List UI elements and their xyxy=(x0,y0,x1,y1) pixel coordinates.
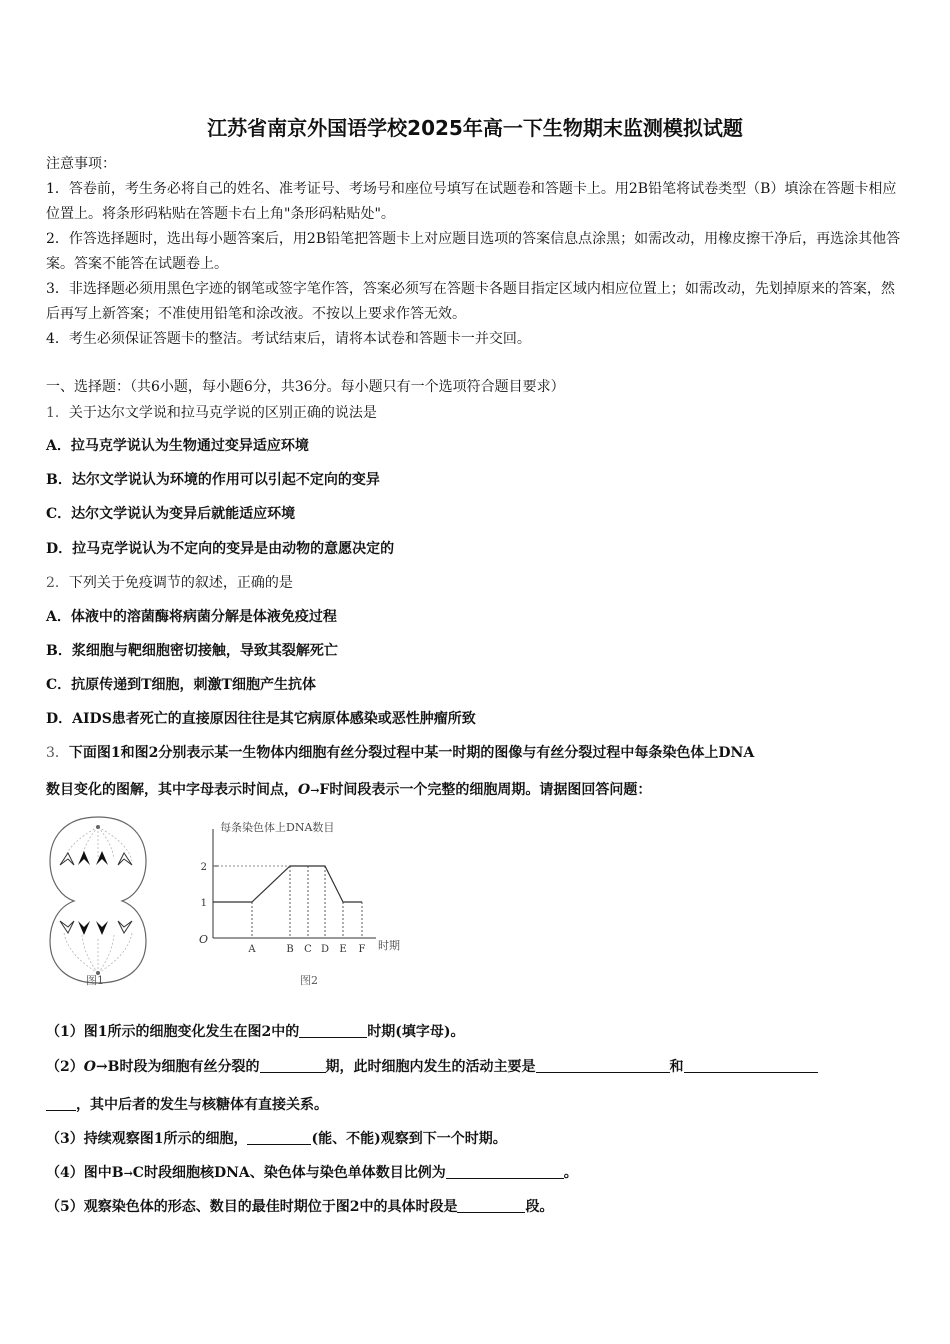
chromosomes-top xyxy=(60,851,132,865)
q1-option-d: D．拉马克学说认为不定向的变异是由动物的意愿决定的 xyxy=(46,541,395,557)
question-number: 2． xyxy=(46,575,69,591)
q1-option-b: B．达尔文学说认为环境的作用可以引起不定向的变异 xyxy=(46,472,380,488)
sub-o: O xyxy=(83,1059,96,1075)
sub-text: 期，此时细胞内发生的活动主要是 xyxy=(325,1059,536,1075)
spindle-fibers xyxy=(64,827,132,973)
q2-option-b: B．浆细胞与靶细胞密切接触，导致其裂解死亡 xyxy=(46,643,338,659)
question-text: 关于达尔文学说和拉马克学说的区别正确的说法是 xyxy=(68,405,377,421)
sub-text: （2） xyxy=(46,1059,84,1075)
y-tick-label: 1 xyxy=(200,898,207,909)
q3-sub2-cont xyxy=(46,1094,908,1114)
chromosomes-bottom xyxy=(60,921,132,935)
question-number: 1． xyxy=(46,405,69,421)
answer-blank[interactable] xyxy=(684,1058,818,1073)
sub-text: 段。 xyxy=(525,1199,554,1215)
x-axis-label: 时期 xyxy=(378,939,400,952)
q1-option-c: C．达尔文学说认为变异后就能适应环境 xyxy=(46,506,296,522)
answer-blank[interactable] xyxy=(299,1023,367,1038)
notes-item: 2．作答选择题时，选出每小题答案后，用2B铅笔把答题卡上对应题目选项的答案信息点涂黑；如需改动，用橡皮擦干净后，再选涂其他答案。答案不能答在试题卷上。 xyxy=(46,231,901,272)
q3-sub5 xyxy=(46,1196,908,1216)
y-tick-label: 2 xyxy=(200,862,207,873)
arrow-icon: → xyxy=(123,1167,133,1180)
stem-o: O xyxy=(298,782,311,798)
question-3-stem-line1 xyxy=(46,742,908,762)
sub-text: →B时段为细胞有丝分裂的 xyxy=(95,1059,260,1075)
question-2-stem xyxy=(46,572,908,592)
origin-label: O xyxy=(198,933,208,946)
sub-text: 时期(填字母)。 xyxy=(367,1024,465,1040)
x-tick-label: A xyxy=(248,944,256,955)
answer-blank[interactable] xyxy=(260,1058,326,1073)
sub-text: （3）持续观察图1所示的细胞， xyxy=(46,1131,248,1147)
question-text: 下列关于免疫调节的叙述，正确的是 xyxy=(68,575,293,591)
answer-blank[interactable] xyxy=(457,1198,525,1213)
notes-item: 4．考生必须保证答题卡的整洁。考试结束后，请将本试卷和答题卡一并交回。 xyxy=(46,331,531,347)
sub-text: C时段细胞核DNA、染色体与染色单体数目比例为 xyxy=(132,1165,446,1181)
figure-2-label: 图2 xyxy=(300,974,318,987)
sub-text: （1）图1所示的细胞变化发生在图2中的 xyxy=(46,1024,300,1040)
q2-option-d: D．AIDS患者死亡的直接原因往往是其它病原体感染或恶性肿瘤所致 xyxy=(46,711,476,727)
figure-2-chart xyxy=(196,817,416,965)
x-tick-label: B xyxy=(286,944,294,955)
figure-1-cell-diagram xyxy=(44,813,152,991)
answer-blank[interactable] xyxy=(446,1164,564,1179)
figure-1-label: 图1 xyxy=(86,974,104,987)
sub-text: 。 xyxy=(563,1165,578,1181)
notes-heading: 注意事项： xyxy=(46,156,116,172)
arrow-icon: → xyxy=(310,784,320,797)
centriole-top xyxy=(96,825,100,829)
answer-blank[interactable] xyxy=(46,1096,76,1111)
q3-sub3 xyxy=(46,1128,908,1148)
sub-text: (能、不能)观察到下一个时期。 xyxy=(311,1131,507,1147)
series-line xyxy=(213,866,362,902)
sub-text: ，其中后者的发生与核糖体有直接关系。 xyxy=(76,1097,328,1113)
chart-title: 每条染色体上DNA数目 xyxy=(220,821,335,834)
q3-sub2 xyxy=(46,1056,908,1076)
stem-text: F时间段表示一个完整的细胞周期。请据图回答问题： xyxy=(319,782,652,798)
q3-sub4 xyxy=(46,1162,908,1182)
stem-text: 数目变化的图解，其中字母表示时间点， xyxy=(46,782,298,798)
x-tick-label: D xyxy=(320,944,330,955)
question-1-stem xyxy=(46,402,908,422)
sub-text: （5）观察染色体的形态、数目的最佳时期位于图2中的具体时段是 xyxy=(46,1199,458,1215)
q2-option-a: A．体液中的溶菌酶将病菌分解是体液免疫过程 xyxy=(46,609,337,625)
cell-membrane xyxy=(50,817,146,983)
sub-text: （4）图中B xyxy=(46,1165,124,1181)
question-number: 3． xyxy=(46,745,69,761)
answer-blank[interactable] xyxy=(536,1058,670,1073)
q1-option-a: A．拉马克学说认为生物通过变异适应环境 xyxy=(46,438,309,454)
q3-sub1 xyxy=(46,1021,908,1041)
notes-item: 3．非选择题必须用黑色字迹的钢笔或签字笔作答，答案必须写在答题卡各题目指定区域内相应位置上；如需改动，先划掉原来的答案，然后再写上新答案；不准使用铅笔和涂改液。不按以上要求作答无效。 xyxy=(46,281,895,322)
question-3-stem-line2 xyxy=(46,779,908,799)
notes-block xyxy=(46,152,908,352)
x-tick-label: C xyxy=(304,944,312,955)
answer-blank[interactable] xyxy=(247,1130,311,1145)
notes-item: 1．答卷前，考生务必将自己的姓名、准考证号、考场号和座位号填写在试题卷和答题卡上。用2B铅笔将试卷类型（B）填涂在答题卡相应位置上。将条形码粘贴在答题卡右上角"条形码粘贴处"。 xyxy=(46,181,897,222)
q2-option-c: C．抗原传递到T细胞，刺激T细胞产生抗体 xyxy=(46,677,316,693)
sub-text: 和 xyxy=(669,1059,684,1075)
x-tick-label: F xyxy=(358,944,366,955)
page-title: 江苏省南京外国语学校2025年高一下生物期末监测模拟试题 xyxy=(207,116,743,140)
section-heading: 一、选择题：（共6小题，每小题6分，共36分。每小题只有一个选项符合题目要求） xyxy=(46,379,565,395)
question-text: 下面图1和图2分别表示某一生物体内细胞有丝分裂过程中某一时期的图像与有丝分裂过程中每条染色体上DNA xyxy=(68,745,755,761)
x-tick-label: E xyxy=(339,944,347,955)
